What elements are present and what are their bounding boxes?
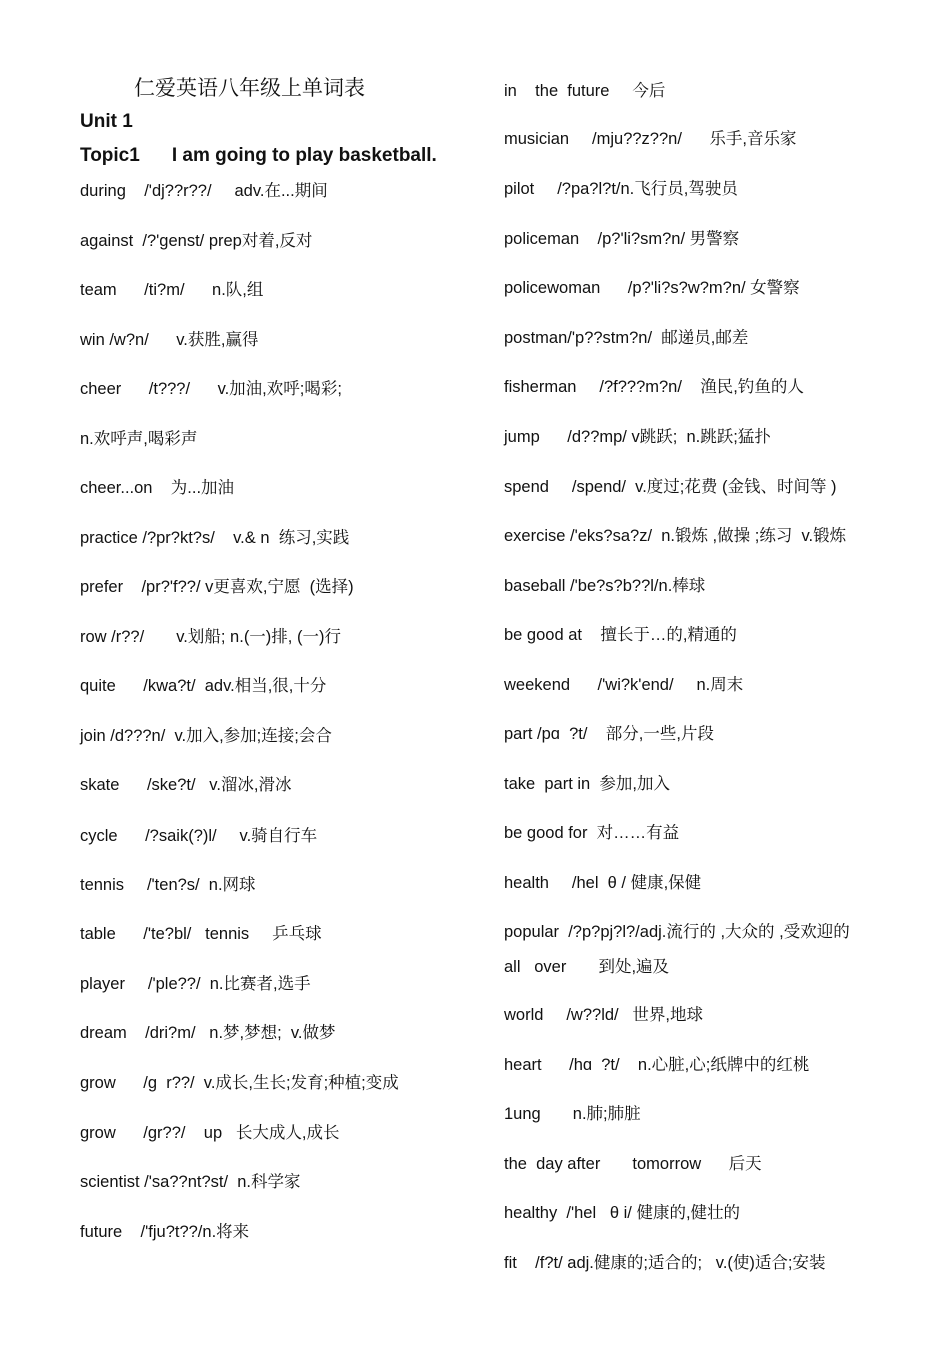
vocab-entry: part /pɑ ?t/ 部分,一些,片段 (504, 725, 714, 743)
vocab-entry: be good for 对……有益 (504, 824, 680, 842)
vocab-entry: team /ti?m/ n.队,组 (80, 281, 264, 299)
vocab-entry: cheer /t???/ v.加油,欢呼;喝彩; (80, 380, 342, 398)
vocab-entry: pilot /?pa?l?t/n.飞行员,驾驶员 (504, 180, 738, 198)
vocab-entry: future /'fju?t??/n.将来 (80, 1223, 250, 1241)
vocab-entry: table /'te?bl/ tennis 乒乓球 (80, 925, 322, 943)
vocab-entry: all over 到处,遍及 (504, 958, 670, 976)
vocab-entry: jump /d??mp/ v跳跃; n.跳跃;猛扑 (504, 428, 771, 446)
vocab-entry: scientist /'sa??nt?st/ n.科学家 (80, 1173, 301, 1191)
vocab-entry: against /?'genst/ prep对着,反对 (80, 232, 313, 250)
vocab-entry: heart /hɑ ?t/ n.心脏,心;纸牌中的红桃 (504, 1056, 810, 1074)
vocab-entry: be good at 擅长于…的,精通的 (504, 626, 737, 644)
vocab-entry: exercise /'eks?sa?z/ n.锻炼 ,做操 ;练习 v.锻炼 (504, 527, 847, 545)
vocab-entry: popular /?p?pj?l?/adj.流行的 ,大众的 ,受欢迎的 (504, 923, 850, 941)
vocab-entry: in the future 今后 (504, 82, 666, 100)
vocab-entry: grow /gr??/ up 长大成人,成长 (80, 1124, 340, 1142)
vocab-entry: prefer /pr?'f??/ v更喜欢,宁愿 (选择) (80, 578, 354, 596)
vocab-entry: weekend /'wi?k'end/ n.周末 (504, 676, 744, 694)
vocab-entry: grow /g r??/ v.成长,生长;发育;种植;变成 (80, 1074, 399, 1092)
vocab-entry: baseball /'be?s?b??l/n.棒球 (504, 577, 706, 595)
vocab-entry: cheer...on 为...加油 (80, 479, 235, 497)
vocab-entry: healthy /'hel θ i/ 健康的,健壮的 (504, 1204, 741, 1222)
topic-heading (80, 145, 437, 167)
page-title: 仁爱英语八年级上单词表 (134, 76, 365, 100)
vocab-entry: n.欢呼声,喝彩声 (80, 430, 198, 448)
topic-title: I am going to play basketball. (171, 145, 437, 166)
vocab-entry: during /'dj??r??/ adv.在...期间 (80, 182, 328, 200)
vocab-entry: cycle /?saik(?)l/ v.骑自行车 (80, 827, 318, 845)
vocab-entry: join /d???n/ v.加入,参加;连接;会合 (80, 727, 332, 745)
vocab-entry: dream /dri?m/ n.梦,梦想; v.做梦 (80, 1024, 336, 1042)
vocab-entry: the day after tomorrow 后天 (504, 1155, 762, 1173)
vocab-entry: player /'ple??/ n.比赛者,选手 (80, 975, 311, 993)
vocab-entry: world /w??ld/ 世界,地球 (504, 1006, 703, 1024)
vocab-entry: health /hel θ / 健康,保健 (504, 874, 702, 892)
vocab-entry: 1ung n.肺;肺脏 (504, 1105, 641, 1123)
vocab-entry: policewoman /p?'li?s?w?m?n/ 女警察 (504, 279, 800, 297)
vocab-entry: musician /mju??z??n/ 乐手,音乐家 (504, 130, 797, 148)
vocab-entry: win /w?n/ v.获胜,赢得 (80, 331, 259, 349)
unit-heading: Unit 1 (80, 111, 133, 132)
vocab-entry: row /r??/ v.划船; n.(一)排, (一)行 (80, 628, 341, 646)
vocab-entry: practice /?pr?kt?s/ v.& n 练习,实践 (80, 529, 350, 547)
vocab-entry: fisherman /?f???m?n/ 渔民,钓鱼的人 (504, 378, 804, 396)
vocab-entry: quite /kwa?t/ adv.相当,很,十分 (80, 677, 327, 695)
vocab-entry: skate /ske?t/ v.溜冰,滑冰 (80, 776, 292, 794)
vocab-entry: fit /f?t/ adj.健康的;适合的; v.(使)适合;安装 (504, 1254, 826, 1272)
vocab-entry: postman/'p??stm?n/ 邮递员,邮差 (504, 329, 749, 347)
vocab-entry: tennis /'ten?s/ n.网球 (80, 876, 256, 894)
vocab-entry: spend /spend/ v.度过;花费 (金钱、时间等 ) (504, 478, 837, 496)
topic-label: Topic1 (80, 145, 140, 166)
vocab-entry: policeman /p?'li?sm?n/ 男警察 (504, 230, 740, 248)
vocab-entry: take part in 参加,加入 (504, 775, 670, 793)
